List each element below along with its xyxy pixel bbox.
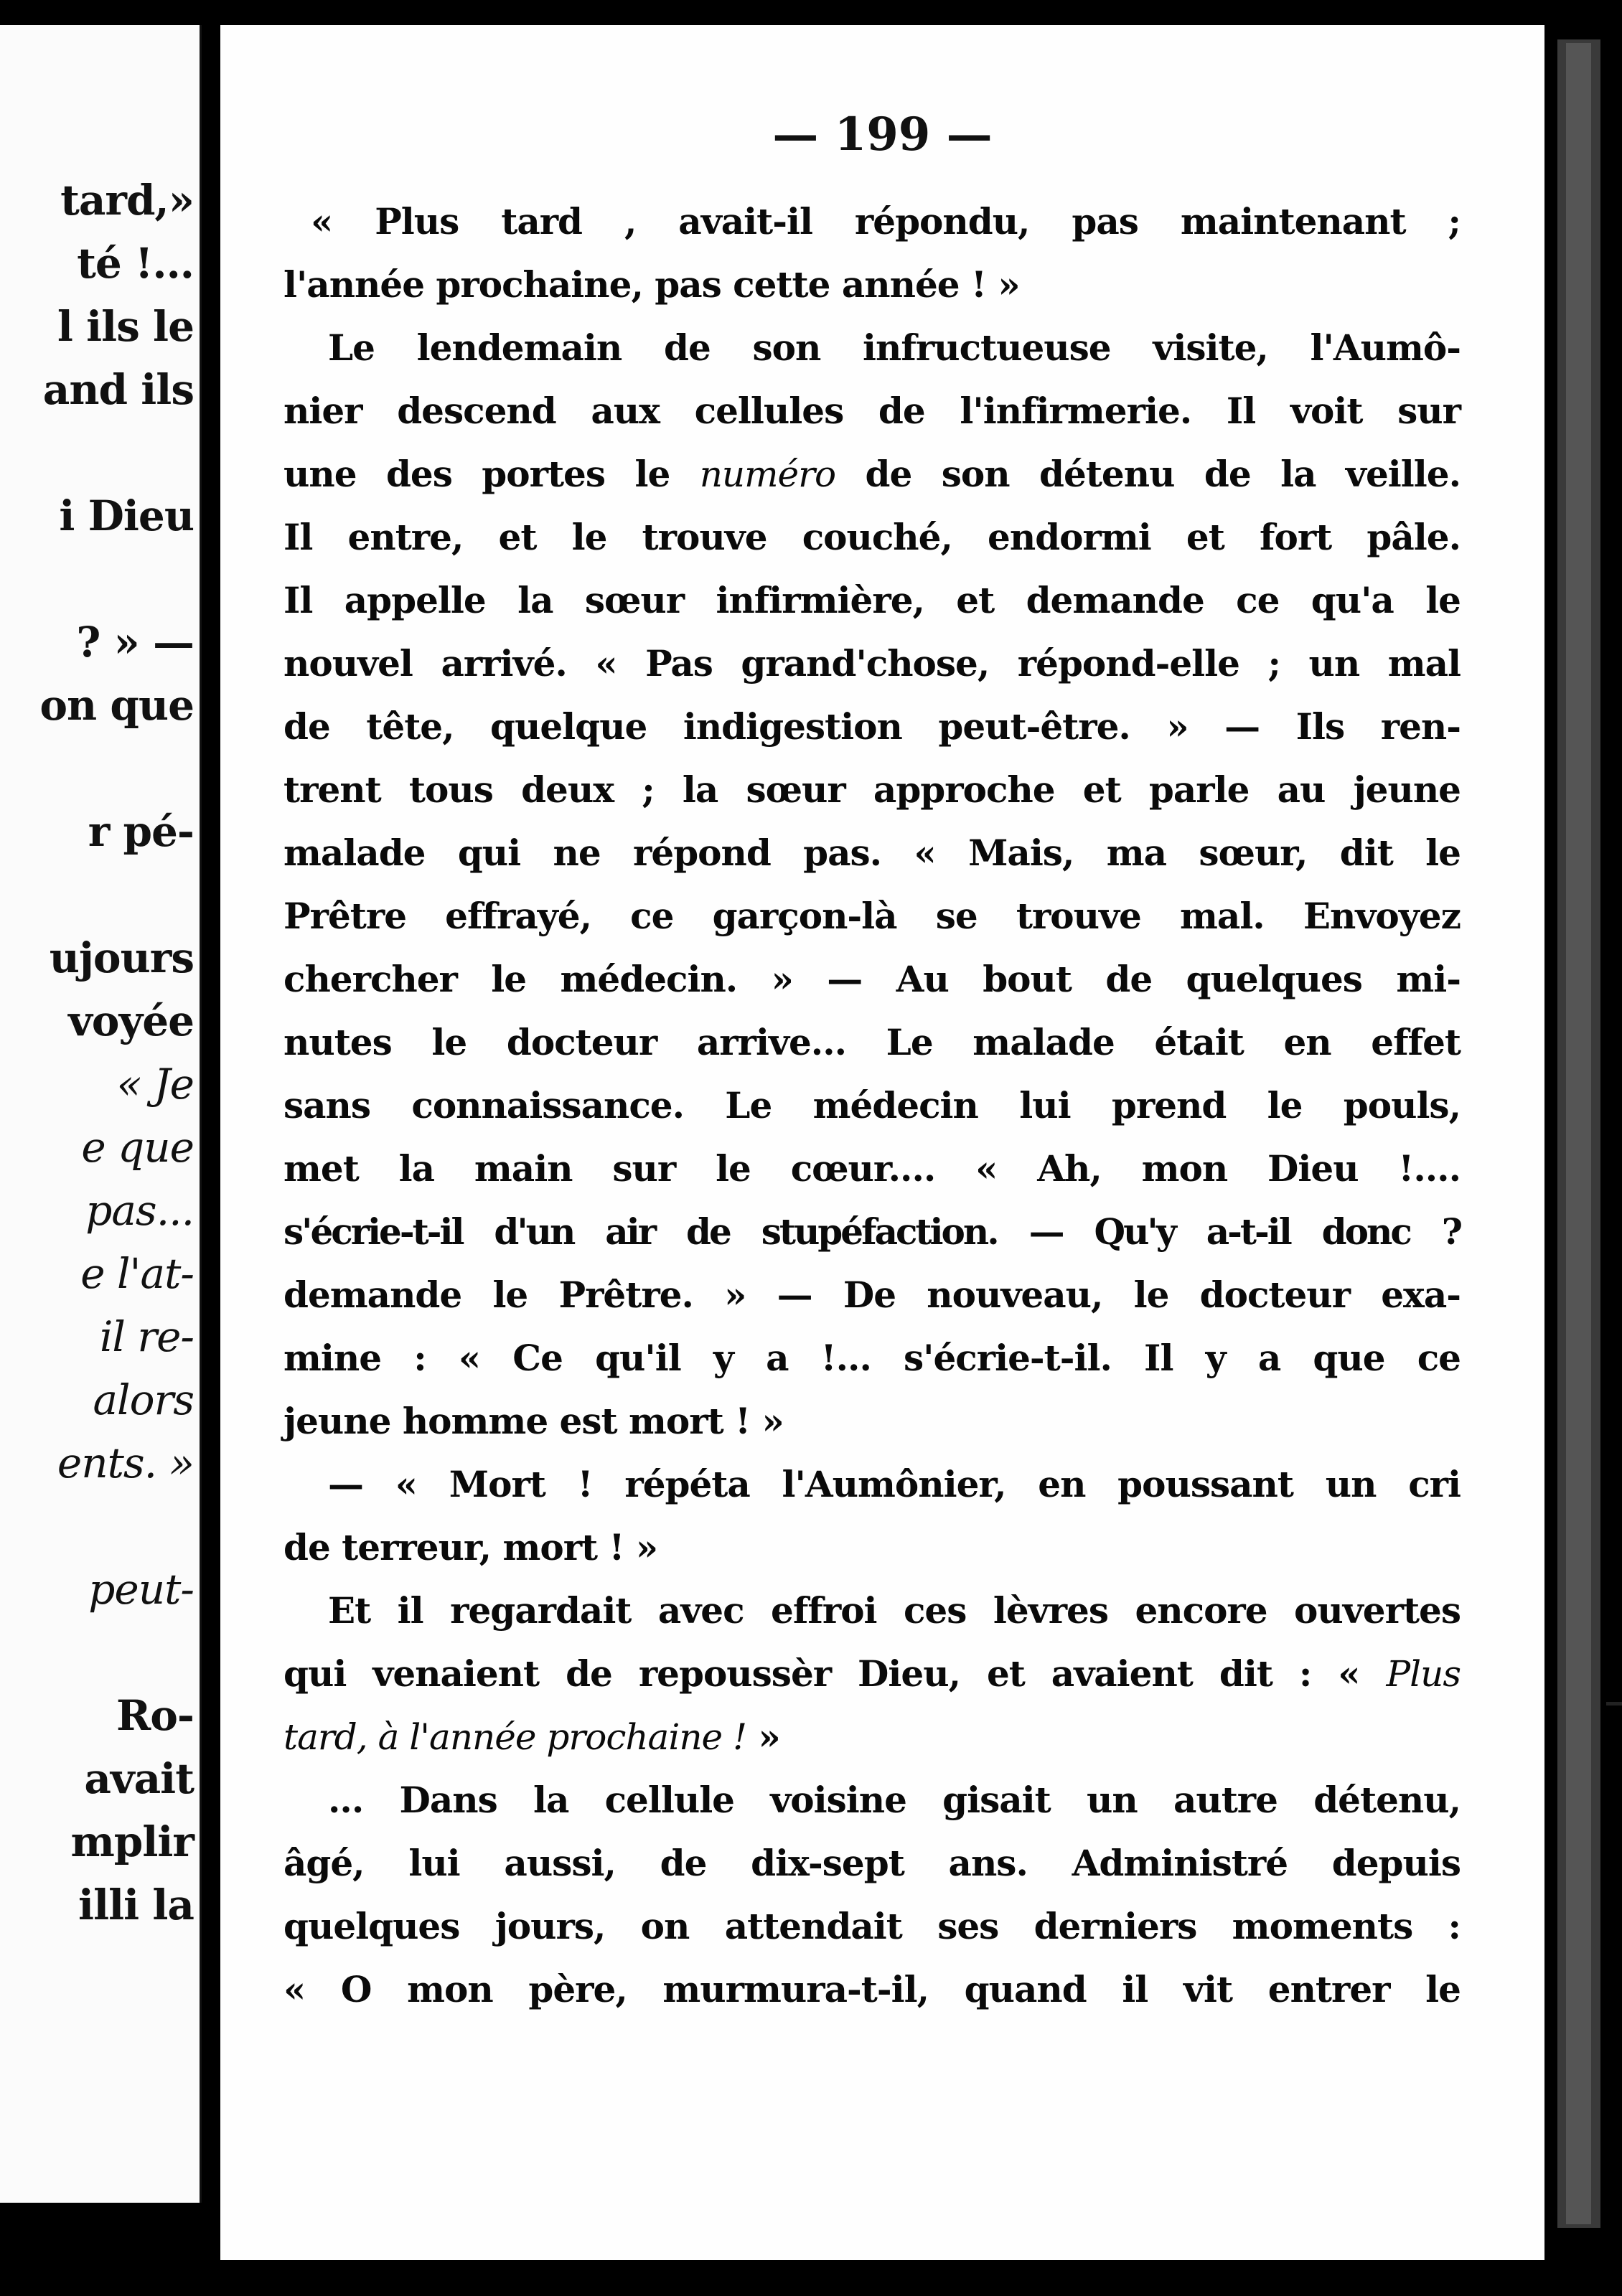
text-line: nier descend aux cellules de l'infirmerie. Il voit sur: [283, 390, 1461, 432]
text-line: s'écrie-t-il d'un air de stupéfaction. — Qu'y a-t-il donc ?: [283, 1210, 1461, 1253]
text-line: — « Mort ! répéta l'Aumônier, en poussant un cri: [328, 1463, 1461, 1505]
text-segment: »: [746, 1716, 780, 1758]
text-line: nutes le docteur arrive... Le malade était en effet: [283, 1021, 1461, 1063]
text-line: chercher le médecin. » — Au bout de quelques mi-: [283, 958, 1461, 1000]
text-line: l'année prochaine, pas cette année ! »: [283, 263, 1020, 306]
text-line: mine : « Ce qu'il y a !... s'écrie-t-il. Il y a que ce: [283, 1337, 1461, 1379]
left-page-fragment: [0, 25, 202, 2203]
text-line: demande le Prêtre. » — De nouveau, le docteur exa-: [283, 1274, 1461, 1316]
text-line: nouvel arrivé. « Pas grand'chose, répond-elle ; un mal: [283, 642, 1461, 684]
text-line: met la main sur le cœur.... « Ah, mon Dieu !....: [283, 1147, 1461, 1190]
page-number: — 199 —: [772, 108, 993, 161]
italic-word: Plus: [1386, 1653, 1461, 1695]
italic-word: numéro: [699, 453, 836, 495]
left-page-text-fragment: on que: [39, 681, 194, 730]
left-page-text-fragment: voyée: [68, 997, 194, 1045]
left-page-text-fragment: e que: [81, 1123, 194, 1172]
text-line: Le lendemain de son infructueuse visite, l'Aumô-: [328, 326, 1461, 369]
left-page-text-fragment: and ils: [42, 365, 194, 414]
left-page-text-fragment: tard,»: [60, 176, 194, 225]
text-line: [283, 443, 1461, 506]
left-page-text-fragment: « Je: [116, 1060, 194, 1109]
left-page-text-fragment: mplir: [70, 1817, 194, 1866]
text-segment: une des portes le: [283, 453, 700, 495]
left-page-text-fragment: i Dieu: [59, 491, 194, 540]
left-page-text-fragment: ? » —: [76, 618, 194, 667]
left-page-text-fragment: e l'at-: [80, 1249, 194, 1298]
left-page-text-fragment: avait: [84, 1754, 194, 1803]
left-page-text-fragment: illi la: [78, 1881, 194, 1929]
left-page-text-fragment: Ro-: [116, 1691, 194, 1740]
text-line: « Plus tard , avait-il répondu, pas maintenant ;: [311, 200, 1461, 243]
text-line: malade qui ne répond pas. « Mais, ma sœur, dit le: [283, 832, 1461, 874]
left-page-text-fragment: té !...: [77, 239, 194, 288]
italic-phrase: tard, à l'année prochaine !: [283, 1716, 747, 1758]
text-line: jeune homme est mort ! »: [283, 1400, 784, 1442]
left-page-text-fragment: ujours: [49, 933, 194, 982]
text-line: [283, 1642, 1461, 1705]
left-page-text-fragment: ents. »: [57, 1439, 194, 1487]
text-line: Et il regardait avec effroi ces lèvres encore ouvertes: [328, 1589, 1461, 1632]
text-line: Il appelle la sœur infirmière, et demande ce qu'a le: [283, 579, 1461, 621]
text-line: « O mon père, murmura-t-il, quand il vit entrer le: [283, 1968, 1461, 2010]
text-line: sans connaissance. Le médecin lui prend le pouls,: [283, 1084, 1461, 1126]
text-line: ... Dans la cellule voisine gisait un autre détenu,: [328, 1779, 1461, 1821]
text-line: de tête, quelque indigestion peut-être. » — Ils ren-: [283, 705, 1461, 748]
page-gutter: [202, 0, 220, 2296]
left-page-text-fragment: pas...: [85, 1186, 194, 1235]
text-line: de terreur, mort ! »: [283, 1526, 658, 1568]
edge-mark: [1606, 1702, 1622, 1705]
left-page-text-fragment: peut-: [88, 1565, 194, 1614]
text-segment: de son détenu de la veille.: [835, 453, 1461, 495]
right-page-strip-inner: [1566, 43, 1591, 2224]
text-line: quelques jours, on attendait ses derniers moments :: [283, 1905, 1461, 1947]
left-page-text-fragment: il re-: [99, 1312, 194, 1361]
book-page: [220, 25, 1544, 2260]
text-line: âgé, lui aussi, de dix-sept ans. Administré depuis: [283, 1842, 1461, 1884]
text-line: Il entre, et le trouve couché, endormi et fort pâle.: [283, 516, 1461, 558]
text-line: trent tous deux ; la sœur approche et parle au jeune: [283, 768, 1461, 811]
left-page-text-fragment: alors: [93, 1375, 194, 1424]
left-page-text-fragment: r pé-: [88, 807, 194, 856]
text-line: Prêtre effrayé, ce garçon-là se trouve mal. Envoyez: [283, 895, 1461, 937]
left-page-text-fragment: l ils le: [57, 302, 194, 351]
text-line: [283, 1705, 1461, 1769]
page-body: [283, 190, 1461, 2021]
text-segment: qui venaient de repoussèr Dieu, et avaient dit : «: [283, 1652, 1387, 1695]
